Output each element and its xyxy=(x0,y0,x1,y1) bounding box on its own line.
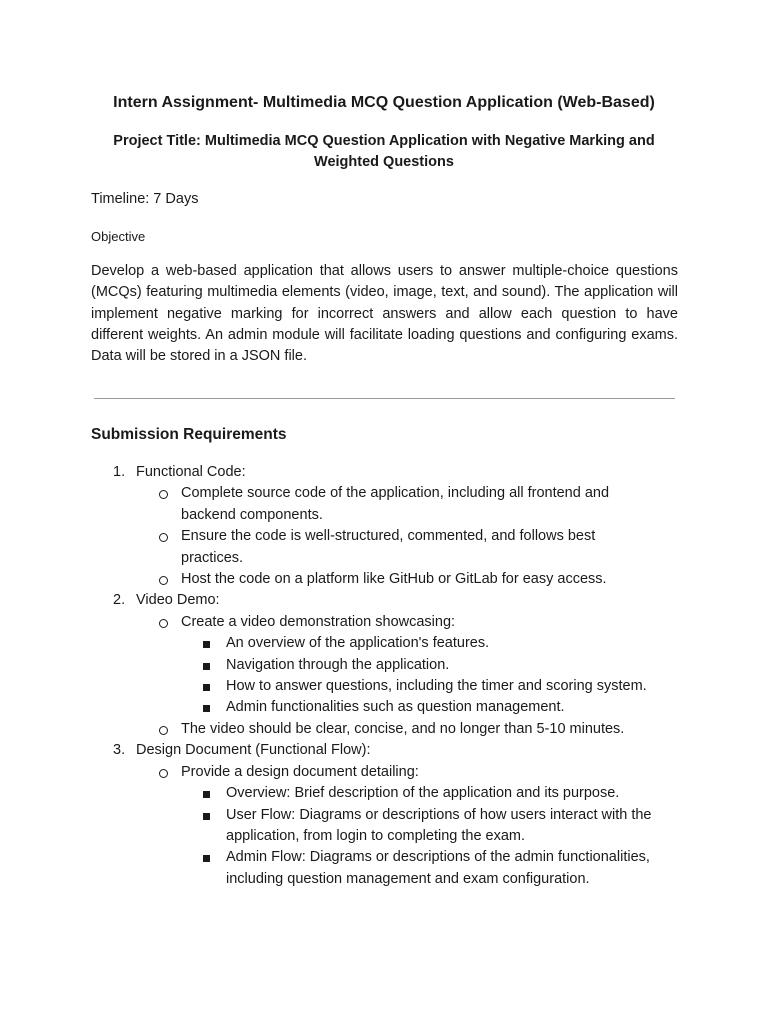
hollow-bullet-icon xyxy=(159,619,168,628)
list-item xyxy=(0,633,686,654)
list-item-text: Create a video demonstration showcasing: xyxy=(181,613,456,630)
list-item xyxy=(0,740,768,761)
list-item-text: User Flow: Diagrams or descriptions of how users interact with the application, from login to completing the exam. xyxy=(226,806,652,844)
list-item xyxy=(0,847,686,890)
list-item-label: Video Demo: xyxy=(136,592,220,609)
hollow-bullet-icon xyxy=(159,726,168,735)
list-item-text: Admin Flow: Diagrams or descriptions of the admin functionalities, including question management and exam configuration. xyxy=(226,849,650,887)
list-item xyxy=(0,697,686,718)
list-item-text: Provide a design document detailing: xyxy=(181,763,419,780)
list-item xyxy=(0,526,651,569)
list-item-text: Overview: Brief description of the application and its purpose. xyxy=(226,785,620,802)
list-item-text: Admin functionalities such as question management. xyxy=(226,699,565,716)
objective-paragraph: Develop a web-based application that allows users to answer multiple-choice questions (MCQs) featuring multimedia elements (video, image, text, and sound). The application will implement negative marking for incorrect answers and allow each question to have different weights. An admin module will facilitate loading questions and configuring exams. Data will be stored in a JSON file. xyxy=(91,263,678,365)
list-item xyxy=(0,462,768,483)
list-item xyxy=(0,590,768,611)
square-bullet-icon xyxy=(203,791,210,798)
project-title: Project Title: Multimedia MCQ Question Application with Negative Marking and Weighted Questions xyxy=(113,133,655,170)
square-bullet-icon xyxy=(203,663,210,670)
objective-heading: Objective xyxy=(91,229,146,244)
list-item-text: Navigation through the application. xyxy=(226,656,450,673)
list-item-label: Design Document (Functional Flow): xyxy=(136,742,371,759)
requirements-list xyxy=(0,462,768,890)
hollow-bullet-icon xyxy=(159,769,168,778)
list-number: 3. xyxy=(113,742,126,759)
list-item xyxy=(0,569,651,590)
list-item xyxy=(0,483,651,526)
list-item-text: The video should be clear, concise, and no longer than 5-10 minutes. xyxy=(181,720,625,737)
document-title: Intern Assignment- Multimedia MCQ Question Application (Web-Based) xyxy=(113,94,655,111)
list-item xyxy=(0,612,651,633)
square-bullet-icon xyxy=(203,855,210,862)
submission-heading: Submission Requirements xyxy=(91,426,287,443)
square-bullet-icon xyxy=(203,705,210,712)
list-item-text: An overview of the application's features. xyxy=(226,635,490,652)
list-item-text: Host the code on a platform like GitHub or GitLab for easy access. xyxy=(181,571,607,588)
list-item xyxy=(0,783,686,804)
list-item xyxy=(0,719,651,740)
list-item xyxy=(0,655,686,676)
timeline: Timeline: 7 Days xyxy=(91,191,199,207)
list-item-text: Ensure the code is well-structured, commented, and follows best practices. xyxy=(181,528,596,566)
list-item-text: How to answer questions, including the timer and scoring system. xyxy=(226,678,647,695)
square-bullet-icon xyxy=(203,641,210,648)
list-item xyxy=(0,805,686,848)
list-item-text: Complete source code of the application, including all frontend and backend components. xyxy=(181,485,610,523)
list-number: 2. xyxy=(113,592,126,609)
hollow-bullet-icon xyxy=(159,490,168,499)
list-item-label: Functional Code: xyxy=(136,464,246,480)
horizontal-divider xyxy=(94,398,675,399)
list-item xyxy=(0,762,651,783)
square-bullet-icon xyxy=(203,684,210,691)
list-item xyxy=(0,676,686,697)
hollow-bullet-icon xyxy=(159,533,168,542)
list-number: 1. xyxy=(113,464,126,480)
hollow-bullet-icon xyxy=(159,576,168,585)
square-bullet-icon xyxy=(203,813,210,820)
